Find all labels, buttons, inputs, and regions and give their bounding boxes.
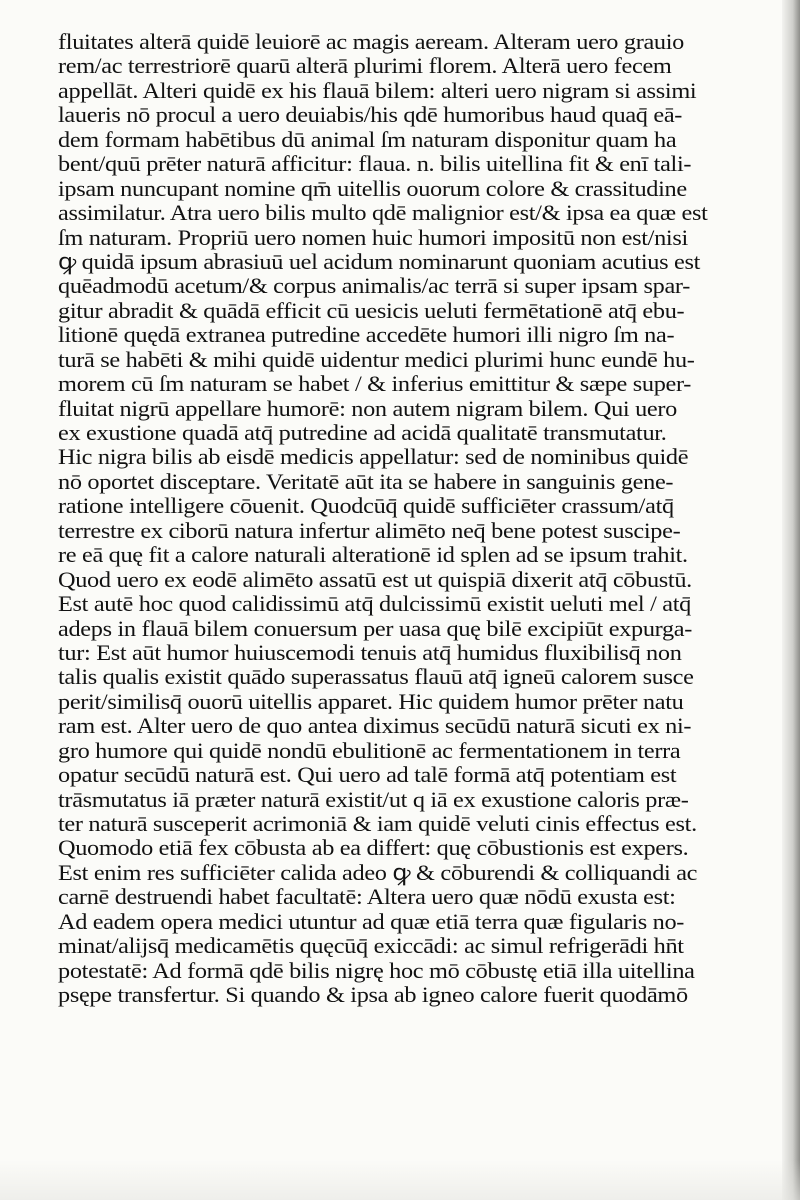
page-bottom-shade bbox=[0, 1160, 800, 1200]
page-edge-shadow bbox=[782, 0, 800, 1200]
body-text: fluitates alterā quidē leuiorē ac magis aeream. Alteram uero grauio rem/ac terrestriorē quarū alterā plurimi florem. Alterā uero fecem appellāt. Alteri quidē ex his flauā bilem: alteri uero nigram si assimi laueris nō procul a uero deuiabis/his qdē humoribus haud quaq̄ eā- dem formam habētibus dū animal ſm naturam disponitur quam ha bent/quū prēter naturā afficitur: flaua. n. bilis uitellina fit & enī tali- ipsam nuncupant nomine qm̄ uitellis ouorum colore & crassitudine assimilatur. Atra uero bilis multo qdē malignior est/& ipsa ea quæ est ſm naturam. Propriū uero nomen huic humori impositū non est/nisi ꝙ quidā ipsum abrasiuū uel acidum nominarunt quoniam acutius est quēadmodū acetum/& corpus animalis/ac terrā si super ipsam spar- gitur abradit & quādā efficit cū uesicis ueluti fermētationē atq̄ ebu- litionē quędā extranea putredine accedēte humori illi nigro ſm na- turā se habēti & mihi quidē uidentur medici plurimi hunc eundē hu- morem cū ſm naturam se habet / & inferius emittitur & sæpe super- fluitat nigrū appellare humorē: non autem nigram bilem. Qui uero ex exustione quadā atq̄ putredine ad acidā qualitatē transmutatur. Hic nigra bilis ab eisdē medicis appellatur: sed de nominibus quidē nō oportet disceptare. Veritatē aūt ita se habere in sanguinis gene- ratione intelligere cōuenit. Quodcūq̄ quidē sufficiēter crassum/atq̄ terrestre ex ciborū natura infertur alimēto neq̄ bene potest suscipe- re eā quę fit a calore naturali alterationē id splen ad se ipsum trahit. Quod uero ex eodē alimēto assatū est ut quispiā dixerit atq̄ cōbustū. Est autē hoc quod calidissimū atq̄ dulcissimū existit ueluti mel / atq̄ adeps in flauā bilem conuersum per uasa quę bilē excipiūt expurga- tur: Est aūt humor huiuscemodi tenuis atq̄ humidus fluxibilisq̄ non talis qualis existit quādo superassatus flauū atq̄ igneū calorem susce perit/similisq̄ ouorū uitellis apparet. Hic quidem humor prēter natu ram est. Alter uero de quo antea diximus secūdū naturā sicuti ex ni- gro humore qui quidē nondū ebulitionē ac fermentationem in terra opatur secūdū naturā est. Qui uero ad talē formā atq̄ potentiam est trāsmutatus iā præter naturā existit/ut q iā ex exustione caloris præ- ter naturā susceperit acrimoniā & iam quidē veluti cinis effectus est. Quomodo etiā fex cōbusta ab ea differt: quę cōbustionis est expers. Est enim res sufficiēter calida adeo ꝙ & cōburendi & colliquandi ac carnē destruendi habet facultatē: Altera uero quæ nōdū exusta est: Ad eadem opera medici utuntur ad quæ etiā terra quæ figularis no- minat/alijsq̄ medicamētis quęcūq̄ exiccādi: ac simul refrigerādi hn̄t potestatē: Ad formā qdē bilis nigrę hoc mō cōbustę etiā illa uitellina psępe transfertur. Si quando & ipsa ab igneo calore fuerit quodāmō bbox=[58, 29, 708, 1008]
